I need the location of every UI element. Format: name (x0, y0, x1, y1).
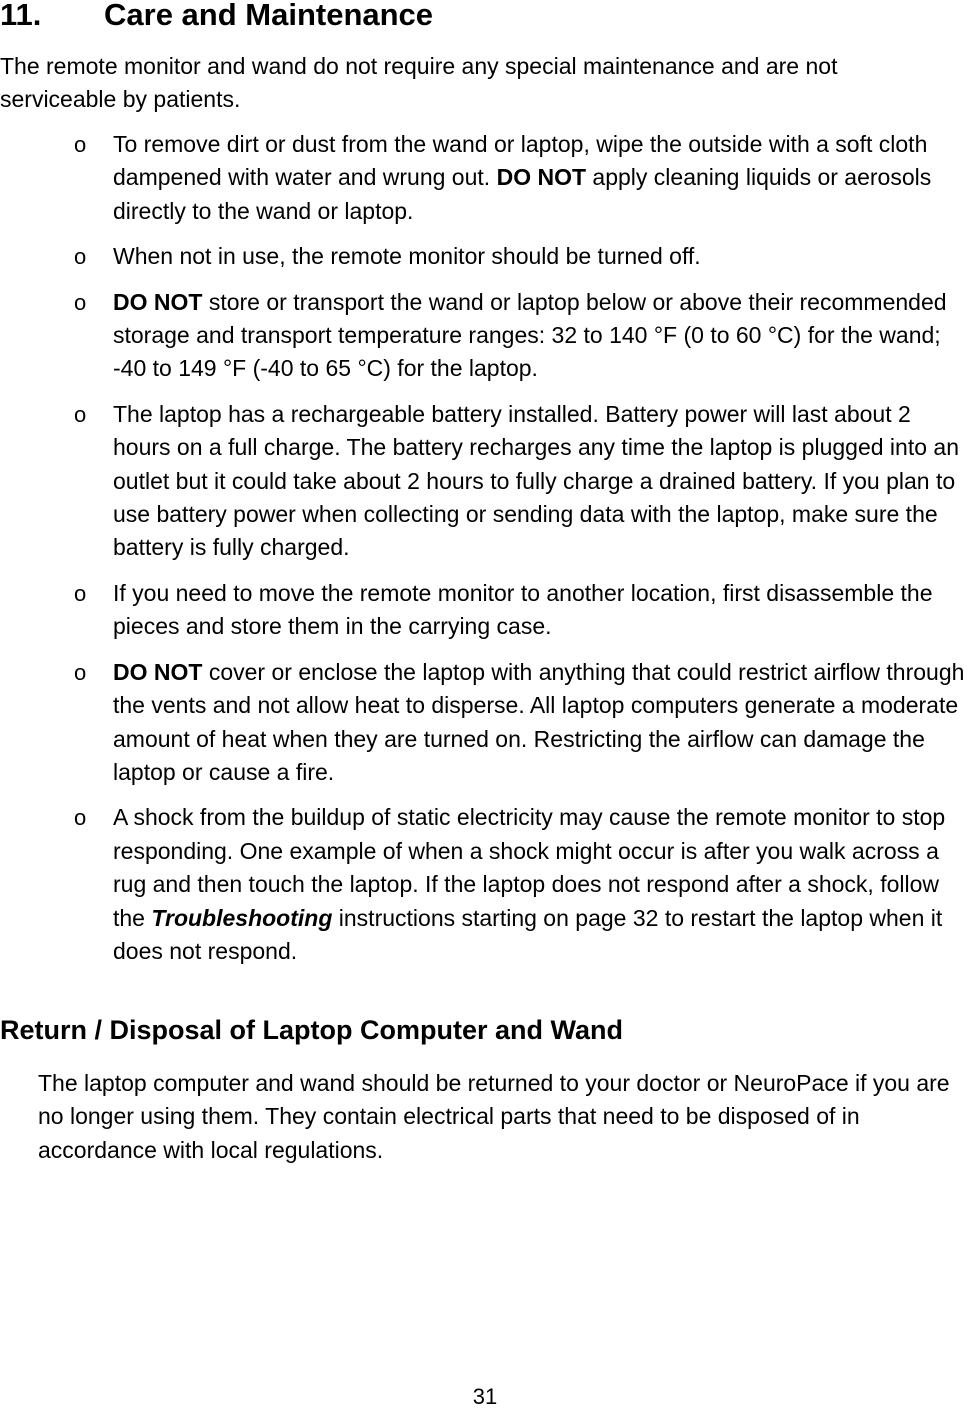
item-text: apply cleaning liquids or aerosols directly to the wand or laptop. (113, 164, 932, 224)
section-heading (0, 0, 433, 34)
list-item-temperature (0, 286, 970, 386)
section-title: Care and Maintenance (104, 0, 434, 32)
item-text: cover or enclose the laptop with anything that could restrict airflow through the vents and not allow heat to disperse. All laptop computers generate a moderate amount of heat when they are turned on. Restricting the airflow can damage the laptop or cause a fire. (113, 658, 965, 785)
return-disposal-paragraph: The laptop computer and wand should be returned to your doctor or NeuroPace if you are no longer using them. They contain electrical parts that need to be disposed of in accordance with local regulations. (38, 1070, 950, 1163)
bullet-marker: o (74, 659, 87, 685)
intro-paragraph: The remote monitor and wand do not require any special maintenance and are not serviceable by patients. (0, 53, 838, 112)
list-item-turn-off (0, 240, 970, 273)
bullet-marker: o (74, 401, 87, 427)
bullet-marker: o (74, 132, 87, 157)
list-item-battery (0, 398, 970, 565)
item-text: When not in use, the remote monitor should be turned off. (113, 243, 701, 270)
item-text: A shock from the buildup of static electricity may cause the remote monitor to stop responding. One example of when a shock might occur is after you walk across a rug and then touch the laptop. If the laptop does not respond after a shock, follow the (113, 804, 946, 931)
warning-emphasis: DO NOT (113, 658, 203, 685)
item-text: To remove dirt or dust from the wand or laptop, wipe the outside with a soft cloth dampened with water and wrung out. (113, 131, 928, 191)
item-text: instructions starting on page 32 to restart the laptop when it does not respond. (113, 904, 943, 964)
bullet-marker: o (74, 805, 87, 831)
warning-emphasis: DO NOT (496, 164, 587, 191)
list-item-cleaning (0, 128, 970, 228)
maintenance-list (0, 128, 970, 980)
section-number: 11. (0, 0, 42, 32)
bullet-marker: o (74, 244, 87, 270)
bullet-marker: o (74, 289, 87, 315)
page-number: 31 (472, 1384, 498, 1409)
item-text: The laptop has a rechargeable battery installed. Battery power will last about 2 hours on a full charge. The battery recharges any time the laptop is plugged into an outlet but it could take about 2 hours to fully charge a drained battery. If you plan to use battery power when collecting or sending data with the laptop, make sure the battery is fully charged. (113, 400, 959, 561)
return-disposal-heading: Return / Disposal of Laptop Computer and Wand (0, 1015, 623, 1045)
item-text: store or transport the wand or laptop below or above their recommended storage and transport temperature ranges: 32 to 140 °F (0 to 60 °C) for the wand; -40 to 149 °F (-40 to 65 °C) for the laptop. (113, 288, 947, 382)
list-item-moving (0, 577, 970, 644)
list-item-airflow (0, 656, 970, 790)
warning-emphasis: DO NOT (113, 288, 203, 315)
item-text: If you need to move the remote monitor to another location, first disassemble the pieces and store them in the carrying case. (113, 579, 933, 640)
list-item-static-shock (0, 801, 970, 968)
troubleshooting-reference: Troubleshooting (151, 904, 333, 931)
bullet-marker: o (74, 580, 87, 606)
